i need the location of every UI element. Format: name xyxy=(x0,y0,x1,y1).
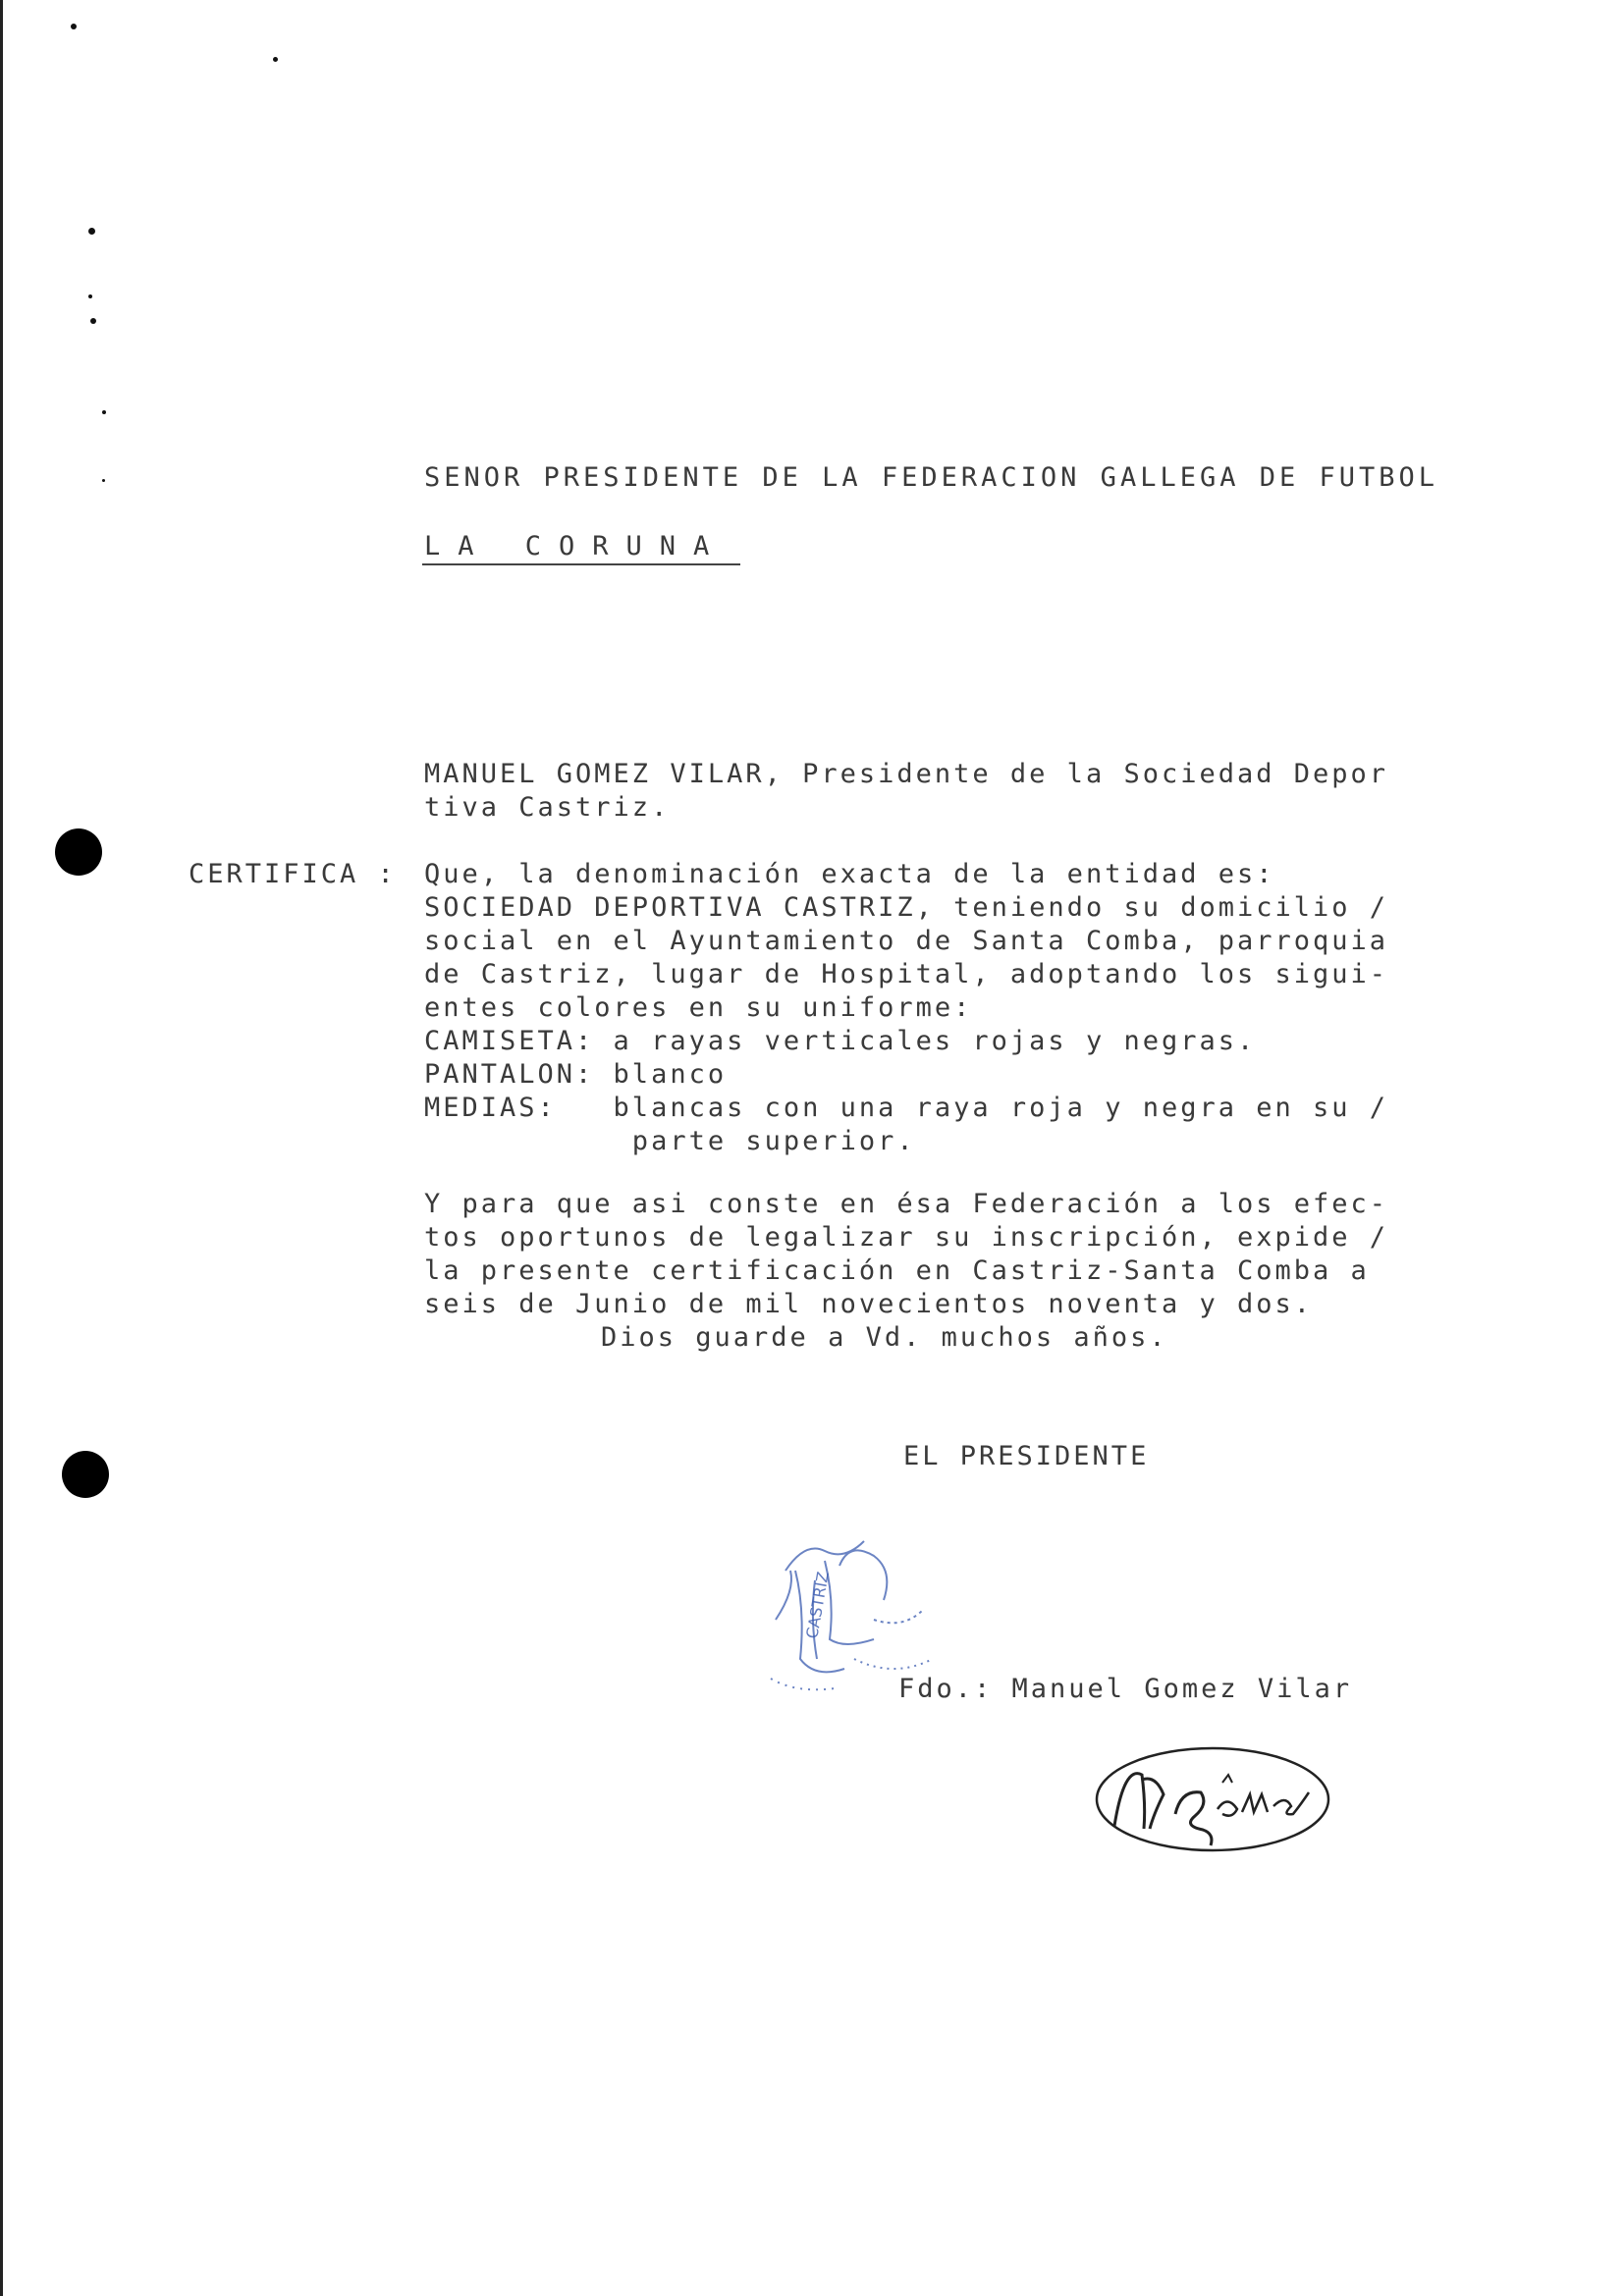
closing-paragraph xyxy=(424,1188,1455,1355)
speck xyxy=(88,228,95,235)
speck xyxy=(71,24,77,29)
certificate-body xyxy=(424,758,1455,1158)
stamp-text: CASTRIZ xyxy=(802,1570,833,1640)
spacer xyxy=(424,825,1455,858)
certifica-line: de Castriz, lugar de Hospital, adoptando los sigui- xyxy=(424,959,1389,989)
punch-hole xyxy=(62,1451,109,1498)
certifica-line: SOCIEDAD DEPORTIVA CASTRIZ, teniendo su domicilio / xyxy=(424,892,1389,923)
city-underline xyxy=(422,563,740,565)
handwritten-signature xyxy=(1085,1735,1340,1863)
signer-role: EL PRESIDENTE xyxy=(903,1441,1150,1471)
speck xyxy=(102,410,106,414)
intro-line: tiva Castriz. xyxy=(424,792,671,823)
page-edge xyxy=(0,0,3,2296)
speck xyxy=(88,294,92,298)
closing-line: seis de Junio de mil novecientos noventa y dos. xyxy=(424,1289,1314,1319)
greeting-line: Dios guarde a Vd. muchos años. xyxy=(601,1322,1168,1353)
uniform-shirt-line: CAMISETA: a rayas verticales rojas y negras. xyxy=(424,1026,1257,1056)
uniform-socks-line: MEDIAS: blancas con una raya roja y negra en su / xyxy=(424,1093,1389,1123)
certifica-line: entes colores en su uniforme: xyxy=(424,992,973,1023)
uniform-shorts-line: PANTALON: blanco xyxy=(424,1059,728,1090)
uniform-socks-line: parte superior. xyxy=(424,1126,916,1156)
intro-line: MANUEL GOMEZ VILAR, Presidente de la Sociedad Depor xyxy=(424,759,1389,789)
speck xyxy=(273,57,278,62)
closing-line: tos oportunos de legalizar su inscripción, expide / xyxy=(424,1222,1389,1253)
signed-by: Fdo.: Manuel Gomez Vilar xyxy=(898,1674,1353,1704)
punch-hole xyxy=(55,828,102,876)
closing-line: Y para que asi conste en ésa Federación a los efec- xyxy=(424,1189,1389,1219)
closing-line: la presente certificación en Castriz-Santa Comba a xyxy=(424,1255,1370,1286)
certifica-line: Que, la denominación exacta de la entidad es: xyxy=(424,859,1275,889)
addressee-line: SENOR PRESIDENTE DE LA FEDERACION GALLEGA DE FUTBOL xyxy=(424,462,1439,493)
certifica-line: social en el Ayuntamiento de Santa Comba, parroquia xyxy=(424,926,1389,956)
city-line: LA CORUNA xyxy=(424,531,728,561)
speck xyxy=(102,479,105,482)
speck xyxy=(90,318,96,324)
certifica-label: CERTIFICA : xyxy=(189,859,397,889)
